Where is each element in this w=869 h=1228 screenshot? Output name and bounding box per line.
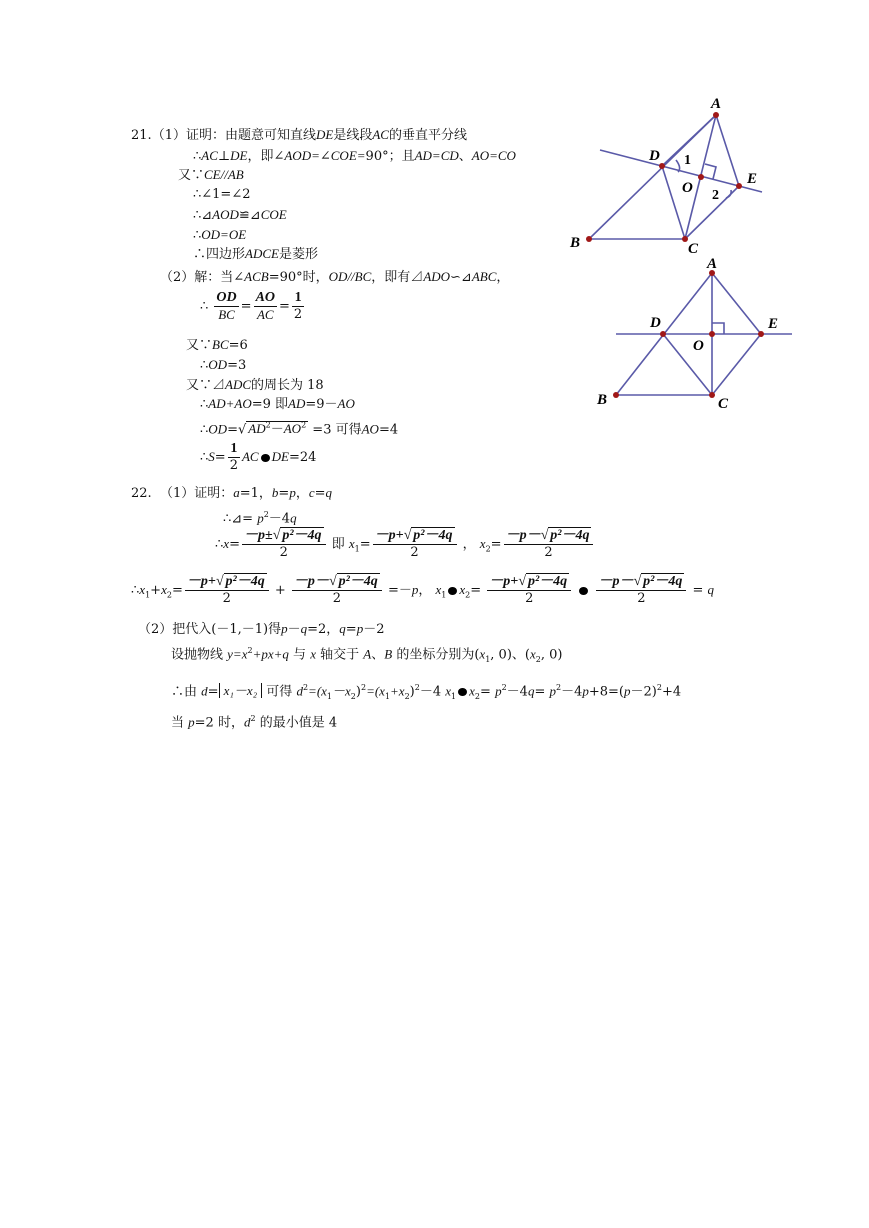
math-text: x [310,646,316,662]
math-text: ∴⊿= [223,511,254,527]
math-text: 90°；且 [365,149,415,164]
label-B: B [570,235,581,251]
math-text: 1 [145,590,151,600]
math-text: + [274,583,286,598]
math-text: OD [216,290,237,305]
math-text: ∴∠1=∠2 [193,187,251,202]
math-text: 2 [279,545,288,560]
q21-line-1 [131,126,467,145]
math-text [185,574,269,607]
math-text: ∴ [200,397,209,412]
math-text: q [290,510,297,526]
math-text: = [359,537,371,552]
math-text: q [300,621,308,636]
q21-part2-head [160,268,509,287]
math-text: = [279,299,290,314]
math-text: －p± [243,528,273,543]
math-text: －p－ [505,528,541,543]
math-text: DE [271,449,289,464]
math-text: ，即∠ [247,149,285,164]
math-text: －4 [561,684,583,700]
math-text: = [470,583,482,598]
math-text: － [270,422,284,438]
math-text: +x [390,683,405,699]
math-text: = [227,422,238,438]
math-text: 2 [302,683,309,692]
math-text: 1 [326,691,333,701]
math-text: = [207,684,219,700]
math-text [596,574,686,607]
math-text: AO [337,396,355,411]
q21-line-3 [178,166,244,185]
multiply-dot [448,587,457,595]
seg-DC [663,334,712,395]
math-text: AOD [212,207,239,222]
q22-line-1 [131,484,332,503]
math-text: ABC [471,269,497,284]
math-text: BC [218,307,235,322]
q22-discriminant [223,506,297,528]
math-text: 设抛物线 [171,647,224,663]
math-text: －4 [506,684,528,700]
label-D: D [649,148,660,164]
math-text: = [240,299,252,314]
math-text [292,574,382,607]
math-text: ∠ [319,149,331,164]
math-text: = [314,486,326,501]
math-text: x [348,536,355,551]
math-text: －p+ [186,574,216,589]
math-text: p [411,582,419,597]
seg-CE [712,334,761,395]
math-text: =24 [288,450,317,465]
math-text: 2 [404,691,410,701]
math-text: ∴ [215,537,224,552]
math-text: AO [283,421,302,437]
math-text [373,528,457,561]
math-text: x [529,646,536,662]
math-text: －4 [419,684,442,700]
math-text: OD [208,357,228,372]
q21-line-sqrt: ∴OD=√ $AD^2-AO^2 =3$ 可得AO=4 [200,421,399,438]
math-text: AD=CD [414,148,459,163]
math-text: －p+ [489,574,519,589]
math-text: ， [496,270,510,285]
math-text: 1 [485,654,491,664]
q21-line-5 [193,206,287,225]
math-text: 2 [410,545,419,560]
math-text: = [480,684,491,700]
math-text [214,290,238,323]
math-text: 2 [229,458,238,473]
math-text: 又∵⊿ [186,378,226,393]
math-text: ∴ [200,422,209,438]
math-text: CE//AB [204,167,244,182]
math-text: ， [418,583,432,598]
math-text: +4 [661,684,682,700]
math-text: 2 [656,683,662,692]
math-text: = [214,450,226,465]
math-text: =2 时， [194,715,244,731]
math-text: ADO [423,269,451,284]
math-text: 2 [465,590,471,600]
math-text [228,441,240,474]
multiply-dot [579,587,588,595]
math-text: ∴ [200,358,209,373]
q22-parabola [171,642,562,669]
math-text: AC [256,307,274,322]
math-text: －2) [630,684,657,700]
math-text: d [243,714,251,730]
multiply-dot [458,688,467,696]
math-text: －4 [268,511,291,527]
math-text: p²－4q [413,528,453,543]
math-text: ∴由 [171,684,198,700]
math-text: ≌⊿ [238,208,261,223]
q21-line-bc [186,336,248,355]
math-text: q [325,485,333,500]
math-text: 是菱形 [278,247,318,262]
math-text: 2 [250,714,256,723]
math-text: 与 [293,647,307,663]
q21-line-7 [193,245,318,264]
math-text: 2 [485,544,491,554]
math-text: －p－√ p²－4q [292,574,382,591]
math-text: p [549,683,556,699]
math-text: 2 [501,683,507,692]
math-text: p [356,621,364,636]
math-text [254,290,277,323]
math-text: 1 [441,590,447,600]
math-text: =6 [228,338,248,353]
math-text: =－ [387,583,412,598]
math-text: =3 [227,358,247,373]
math-text: 1 [384,691,391,701]
math-text: 的最小值是 4 [259,715,338,731]
math-text: x₁－x₂ [219,683,263,698]
math-text: +8=( [588,684,624,700]
math-text: c [308,485,315,500]
math-text: =(x [366,683,385,699]
math-text: AD [288,396,306,411]
q22-vieta [131,572,714,614]
seg-DC [662,166,685,239]
math-text [487,574,571,607]
math-text: －p－√ p²－4q [596,574,686,591]
math-text: p [257,510,264,526]
math-text: － [287,622,301,637]
math-text: 轴交于 [320,647,360,663]
math-text: =4 [378,422,399,438]
math-text: AC [372,127,389,142]
math-text: AD+AO [208,396,252,411]
math-text: ) [355,684,361,700]
math-text: +px+q [252,646,289,662]
math-text: 2 [350,691,356,701]
math-text: －x [332,683,351,699]
label-E: E [747,171,758,187]
math-text: ∴四边形 [193,247,246,262]
math-text: 是线段 [333,128,373,143]
label-O: O [682,180,693,196]
figure-right-angle-case [590,255,800,415]
math-text [242,528,326,561]
math-text: =90°时， [268,270,329,285]
math-text: x [161,582,167,597]
right-angle-mark [705,164,716,179]
math-text: 2 [332,591,341,606]
math-text: OD//BC [328,269,372,284]
math-text: = [534,684,546,700]
math-text: 即 [331,537,345,552]
math-text: p²－4q [282,528,322,543]
math-text: = [692,583,704,598]
math-text: ACB [244,269,269,284]
q21-line-6 [193,226,246,245]
label-E: E [768,316,779,332]
math-text: （2）解：当∠ [160,270,245,285]
q22-distance [171,679,681,706]
math-text: p²－4q [643,574,683,589]
math-text: S [208,449,215,464]
math-text: 2 [263,510,269,519]
math-text: 2 [301,421,307,430]
math-text: x [479,536,486,551]
math-text: （2）把代入(－1,－1)得 [138,622,282,637]
q21-line-4 [193,186,251,204]
math-text: =3 可得 [312,422,362,438]
math-text: ∴ [200,450,209,465]
label-B: B [597,392,608,408]
math-text: 1 [451,691,457,701]
math-text: q [707,582,715,597]
math-text: B [384,646,393,662]
math-text: A [363,646,372,662]
math-text [246,421,308,437]
math-text: ， [295,486,309,501]
math-text: 的垂直平分线 [388,128,467,143]
math-text: ， [462,537,476,552]
math-text: = [490,537,502,552]
seg-AE [712,273,761,334]
math-text: ∴ [193,149,202,164]
math-text: p²－4q [550,528,590,543]
math-text: p [495,683,502,699]
multiply-dot [261,454,270,462]
math-text: =1， [239,486,272,501]
math-text: －p+√ p²－4q [185,574,269,591]
math-text: + [150,583,162,598]
math-text: 2 [555,683,562,692]
math-text: 2 [474,691,481,701]
math-text: p [582,683,589,699]
math-text: AC [241,449,259,464]
math-text: ∴ [200,299,209,314]
math-text: （1）证明： [159,486,234,501]
math-text: d [201,683,208,699]
math-text: = [278,486,290,501]
q21-line-od [200,356,246,375]
label-angle-1: 1 [684,153,691,168]
math-text: COE= [330,148,366,163]
math-text: BC [212,337,229,352]
math-text: b [271,485,279,500]
math-text: AOD= [284,148,320,163]
math-text: y=x [227,646,248,662]
label-O: O [693,338,704,354]
math-text: x [435,582,442,597]
math-text: =2， [307,622,340,637]
math-text [504,528,594,561]
math-text: AO [361,421,379,437]
math-text: ) [409,684,415,700]
math-text: 21. [131,128,152,143]
math-text: p [624,683,631,699]
math-text: 的坐标分别为( [396,647,480,663]
math-text: 1 [292,290,304,307]
label-C: C [688,241,699,257]
math-text: 可得 [266,684,293,700]
math-text: AD [248,421,266,437]
math-text: 2 [247,646,253,655]
math-text: p²－4q [225,574,265,589]
math-text: －p－ [598,574,634,589]
math-text: AO=CO [471,148,516,163]
math-text: d [296,683,303,699]
math-text: 又∵ [178,168,205,183]
math-text [292,290,304,323]
math-text: OD=OE [201,227,247,242]
label-A: A [707,256,718,272]
q21-ratio-line [200,290,306,324]
q21-line-2 [193,147,516,166]
math-text: ADCE [245,246,279,261]
math-text: p [188,714,195,730]
math-text: x [223,536,230,551]
math-text: －p+√ p²－4q [487,574,571,591]
figure-rhombus-proof [570,90,770,260]
math-text: , 0)、( [490,647,530,663]
math-text: x [445,683,452,699]
math-text: ，即有⊿ [371,270,424,285]
q22-roots [215,526,595,568]
label-A: A [711,96,722,112]
math-text: 2 [525,591,534,606]
math-text: p²－4q [338,574,378,589]
math-text: = [229,537,240,552]
math-text: 、 [371,647,385,663]
label-C: C [718,396,729,412]
math-text: 又∵ [186,338,213,353]
math-text: －p+√ p²－4q [373,528,457,545]
math-text: DE [315,127,334,142]
math-text: 的周长为 18 [251,378,324,393]
math-text: =9－ [305,397,338,412]
math-text: p [289,485,296,500]
math-text: x [469,683,475,699]
angle-2-arc [726,190,731,198]
math-text: ∴⊿ [193,208,213,223]
label-angle-2: 2 [712,188,719,203]
math-text: 22. [131,486,152,501]
math-text: = [171,583,183,598]
math-text: x [139,582,146,597]
math-text: 2 [293,307,303,322]
math-text: = [345,622,357,637]
math-text: －2 [363,622,385,637]
math-text: AO [255,290,276,305]
math-text: p [281,621,288,636]
math-text: OD [208,421,228,437]
q21-line-sum [200,395,355,414]
math-text: 2 [265,421,271,430]
math-text: q [527,683,535,699]
math-text: a [233,485,240,500]
math-text: ∴ [131,583,140,598]
math-text: q [339,621,346,636]
math-text: COE [260,207,287,222]
math-text: 、 [458,149,472,164]
math-text: , 0) [540,647,563,663]
math-text: 1 [228,441,240,458]
math-text: 2 [535,654,541,664]
math-text: －p－√ p²－4q [504,528,594,545]
q21-line-perimeter [186,376,324,395]
math-text: －p+ [374,528,404,543]
math-text: 2 [166,590,172,600]
q22-conclusion [171,710,337,732]
math-text: ADC [225,377,252,392]
q22-part2 [138,620,384,639]
math-text: ∽⊿ [450,270,472,285]
math-text: 2 [222,591,231,606]
math-text: p²－4q [527,574,568,589]
label-D: D [650,315,661,331]
math-text: （1）证明：由题意可知直线 [151,128,316,143]
math-text: x [479,646,486,662]
math-text: 2 [637,591,646,606]
math-text: =9 即 [251,397,289,412]
math-text: －p±√ p²－4q [242,528,326,545]
math-text: 2 [414,683,420,692]
q21-line-area [200,440,316,475]
math-text: ∴ [193,228,202,243]
seg-AE [716,115,739,186]
math-text: =(x [308,683,327,699]
math-text: x [459,582,466,597]
math-text: 当 [171,715,185,731]
math-text: AC⊥DE [201,148,248,163]
math-text: 2 [360,683,367,692]
math-text: 1 [354,544,360,554]
math-text: 2 [544,545,553,560]
math-text: －p－ [293,574,329,589]
